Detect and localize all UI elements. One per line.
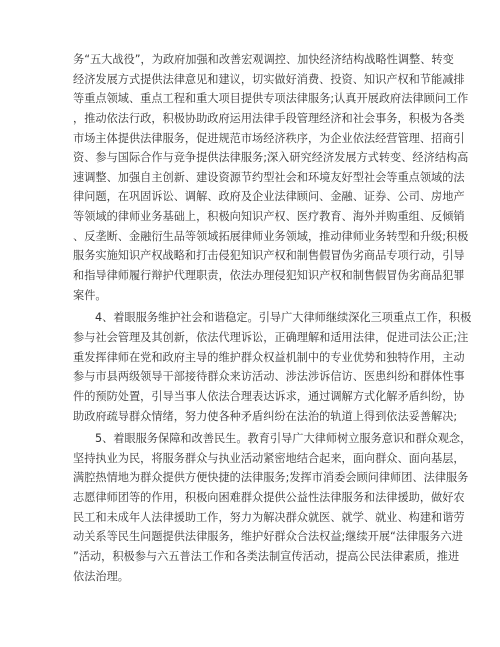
text-line: 志愿律师团等的作用，积极向困难群众提供公益性法律服务和法律援助，做好农 — [73, 491, 465, 505]
text-line: 参与社会管理及其创新，依法代理诉讼，正确理解和适用法律，促进司法公正;注 — [73, 330, 469, 344]
text-line: 动关系等民生问题提供法律服务，维护好群众合法权益;继续开展“法律服务六进 — [73, 530, 463, 544]
text-line: 依法治理。 — [73, 569, 129, 583]
text-line: 、反垄断、金融衍生品等领域拓展律师业务领域，推动律师业务转型和升级;积极 — [73, 229, 469, 243]
text-line: 坚持执业为民，将服务群众与执业活动紧密地结合起来，面向群众、面向基层， — [73, 451, 465, 465]
text-line: 重发挥律师在党和政府主导的维护群众权益机制中的专业优势和独特作用，主动 — [73, 350, 465, 364]
text-line: ”活动，积极参与六五普法工作和各类法制宣传活动，提高公民法律素质，推进 — [73, 550, 460, 564]
text-line: 和指导律师履行辩护代理职责，依法办理侵犯知识产权和制售假冒伪劣商品犯罪 — [73, 269, 465, 283]
document-body — [73, 50, 472, 586]
text-line: 4、着眼服务维护社会和谐稳定。引导广大律师继续深化三项重点工作，积极 — [95, 311, 472, 325]
text-line: 等领域的律师业务基础上，积极向知识产权、医疗教育、海外并购重组、反倾销 — [73, 210, 465, 224]
paragraph-social-harmony — [73, 308, 472, 426]
text-line: 案件。 — [73, 288, 107, 302]
paragraph-livelihood — [73, 429, 472, 586]
text-line: 速调整、加强自主创新、建设资源节约型社会和环境友好型社会等重点领域的法 — [73, 170, 465, 184]
text-line: 参与市县两级领导干部接待群众来访活动、涉法涉诉信访、医患纠纷和群体性事 — [73, 370, 465, 384]
text-line: 助政府疏导群众情绪，努力使各种矛盾纠纷在法治的轨道上得到依法妥善解决; — [73, 409, 458, 423]
text-line: 等重点领域、重点工程和重大项目提供专项法律服务;认真开展政府法律顾问工作 — [73, 92, 469, 106]
paragraph-economic-services — [73, 50, 469, 305]
text-line: ，推动依法行政，积极协助政府运用法律手段管理经济和社会事务，积极为各类 — [73, 111, 465, 125]
text-line: 经济发展方式提供法律意见和建议，切实做好消费、投资、知识产权和节能减排 — [73, 72, 465, 86]
text-line: 满腔热情地为群众提供方便快捷的法律服务;发挥市消委会顾问律师团、法律服务 — [73, 471, 469, 485]
text-line: 资、参与国际合作与竞争提供法律服务;深入研究经济发展方式转变、经济结构高 — [73, 151, 469, 165]
text-line: 律问题，在巩固诉讼、调解、政府及企业法律顾问、金融、证券、公司、房地产 — [73, 190, 465, 204]
text-line: 服务实施知识产权战略和打击侵犯知识产权和制售假冒伪劣商品专项行动，引导 — [73, 249, 465, 263]
text-line: 民工和未成年人法律援助工作，努力为解决群众就医、就学、就业、构建和谐劳 — [73, 510, 465, 524]
text-line: 5、着眼服务保障和改善民生。教育引导广大律师树立服务意识和群众观念， — [95, 432, 472, 446]
text-line: 务“五大战役”，为政府加强和改善宏观调控、加快经济结构战略性调整、转变 — [73, 53, 454, 66]
text-line: 件的预防处置，引导当事人依法合理表达诉求，通过调解方式化解矛盾纠纷，协 — [73, 389, 465, 403]
text-line: 市场主体提供法律服务，促进规范市场经济秩序，为企业依法经营管理、招商引 — [73, 131, 465, 145]
